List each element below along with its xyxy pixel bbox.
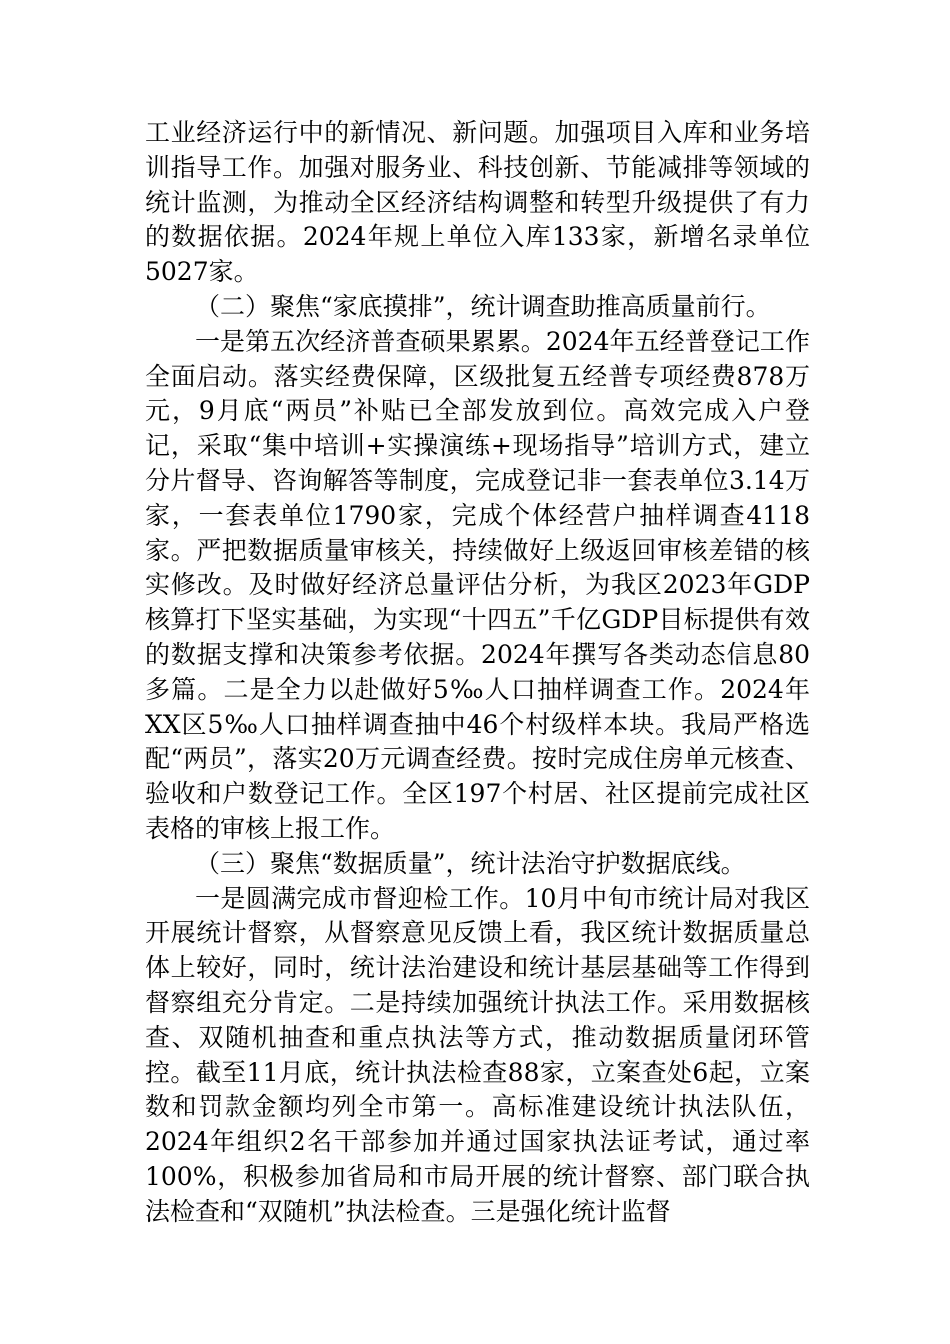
section-heading-three: （三）聚焦“数据质量”，统计法治守护数据底线。 <box>195 848 746 878</box>
section-heading-two: （二）聚焦“家底摸排”，统计调查助推高质量前行。 <box>195 291 771 321</box>
paragraph-industry-stats: 工业经济运行中的新情况、新问题。加强项目入库和业务培训指导工作。加强对服务业、科技创新、节能减排等领域的统计监测，为推动全区经济结构调整和转型升级提供了有力的数据依据。2024年规上单位入库133家，新增名录单位5027家。 <box>145 118 810 287</box>
document-body <box>145 116 810 1230</box>
paragraph-census-survey: 一是第五次经济普查硕果累累。2024年五经普登记工作全面启动。落实经费保障，区级批复五经普专项经费878万元，9月底“两员”补贴已全部发放到位。高效完成入户登记，采取“集中培训+实操演练+现场指导”培训方式，建立分片督导、咨询解答等制度，完成登记非一套表单位3.14万家，一套表单位1790家，完成个体经营户抽样调查4118家。严把数据质量审核关，持续做好上级返回审核差错的核实修改。及时做好经济总量评估分析，为我区2023年GDP核算打下坚实基础，为实现“十四五”千亿GDP目标提供有效的数据支撑和决策参考依据。2024年撰写各类动态信息80多篇。二是全力以赴做好5‰人口抽样调查工作。2024年XX区5‰人口抽样调查抽中46个村级样本块。我局严格选配“两员”，落实20万元调查经费。按时完成住房单元核查、验收和户数登记工作。全区197个村居、社区提前完成社区表格的审核上报工作。 <box>145 326 810 843</box>
paragraph-data-quality: 一是圆满完成市督迎检工作。10月中旬市统计局对我区开展统计督察，从督察意见反馈上看，我区统计数据质量总体上较好，同时，统计法治建设和统计基层基础等工作得到督察组充分肯定。二是持续加强统计执法工作。采用数据核查、双随机抽查和重点执法等方式，推动数据质量闭环管控。截至11月底，统计执法检查88家，立案查处6起，立案数和罚款金额均列全市第一。高标准建设统计执法队伍，2024年组织2名干部参加并通过国家执法证考试，通过率100%，积极参加省局和市局开展的统计督察、部门联合执法检查和“双随机”执法检查。三是强化统计监督 <box>145 883 810 1226</box>
